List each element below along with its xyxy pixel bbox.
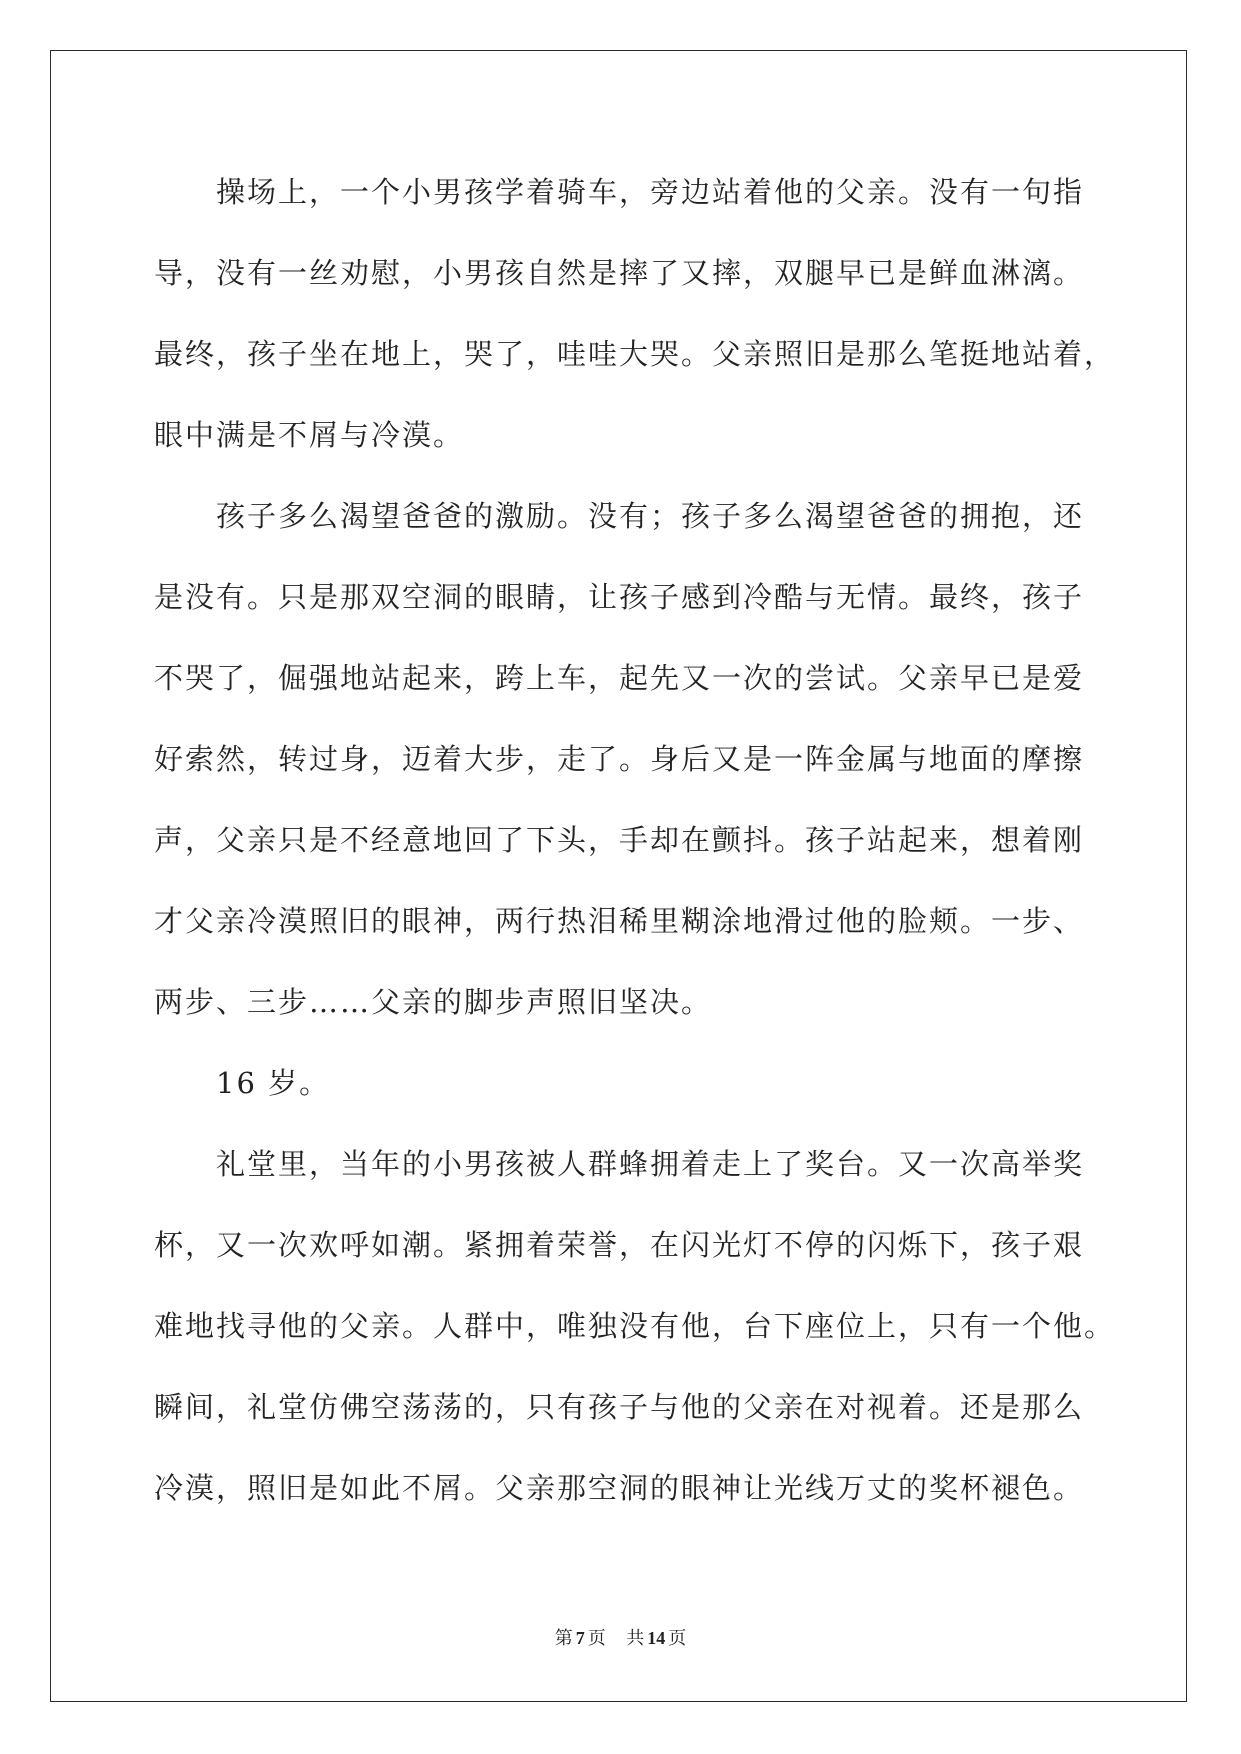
text-line: 最终，孩子坐在地上，哭了，哇哇大哭。父亲照旧是那么笔挺地站着， xyxy=(154,337,1116,371)
paragraph xyxy=(154,1124,1134,1529)
text-line: 操场上，一个小男孩学着骑车，旁边站着他的父亲。没有一句指 xyxy=(216,175,1085,209)
text-line: 瞬间，礼堂仿佛空荡荡的，只有孩子与他的父亲在对视着。还是那么 xyxy=(154,1390,1085,1424)
text-line: 导，没有一丝劝慰，小男孩自然是摔了又摔，双腿早已是鲜血淋漓。 xyxy=(154,256,1085,290)
paragraph xyxy=(154,152,1134,476)
current-page-group xyxy=(555,1628,611,1648)
page-prefix: 第 xyxy=(554,1628,573,1648)
paragraph xyxy=(154,1043,1134,1124)
text-line: 眼中满是不屑与冷漠。 xyxy=(154,418,465,452)
page-footer xyxy=(0,1626,1241,1650)
text-line: 难地找寻他的父亲。人群中，唯独没有他，台下座位上，只有一个他。 xyxy=(154,1309,1116,1343)
page-number: 7 xyxy=(575,1628,585,1648)
text-line: 礼堂里，当年的小男孩被人群蜂拥着走上了奖台。又一次高举奖 xyxy=(216,1147,1085,1181)
total-pages: 14 xyxy=(647,1628,666,1648)
text-line: 两步、三步……父亲的脚步声照旧坚决。 xyxy=(154,985,713,1019)
text-line: 16 岁。 xyxy=(216,1066,331,1100)
total-pages-group xyxy=(626,1628,686,1648)
document-body xyxy=(154,152,1134,1529)
page-suffix: 页 xyxy=(587,1628,606,1648)
text-line: 冷漠，照旧是如此不屑。父亲那空洞的眼神让光线万丈的奖杯褪色。 xyxy=(154,1471,1085,1505)
text-line: 声，父亲只是不经意地回了下头，手却在颤抖。孩子站起来，想着刚 xyxy=(154,823,1085,857)
text-line: 不哭了，倔强地站起来，跨上车，起先又一次的尝试。父亲早已是爱 xyxy=(154,661,1085,695)
text-line: 好索然，转过身，迈着大步，走了。身后又是一阵金属与地面的摩擦 xyxy=(154,742,1085,776)
text-line: 孩子多么渴望爸爸的激励。没有；孩子多么渴望爸爸的拥抱，还 xyxy=(216,499,1085,533)
text-line: 杯，又一次欢呼如潮。紧拥着荣誉，在闪光灯不停的闪烁下，孩子艰 xyxy=(154,1228,1085,1262)
text-line: 才父亲冷漠照旧的眼神，两行热泪稀里糊涂地滑过他的脸颊。一步、 xyxy=(154,904,1085,938)
text-line: 是没有。只是那双空洞的眼睛，让孩子感到冷酷与无情。最终，孩子 xyxy=(154,580,1085,614)
paragraph xyxy=(154,476,1134,1043)
total-prefix: 共 xyxy=(626,1628,645,1648)
total-suffix: 页 xyxy=(668,1628,687,1648)
